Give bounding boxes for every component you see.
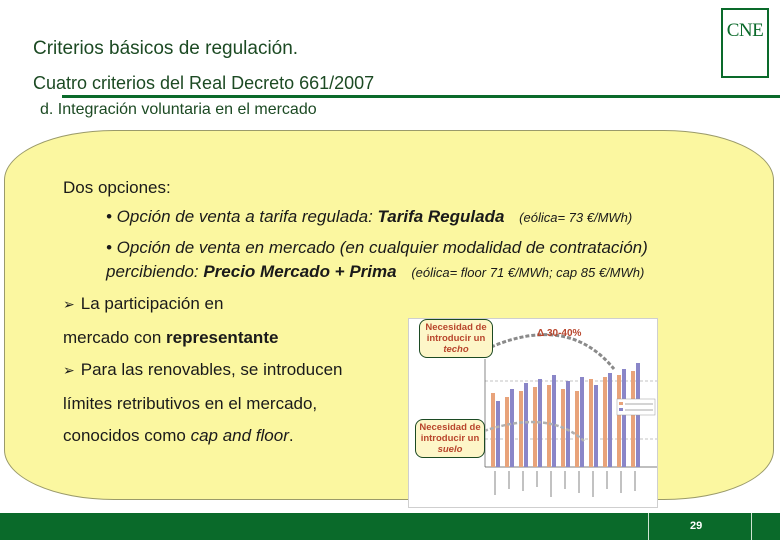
point-1-bold: representante xyxy=(166,328,279,347)
point-2-suffix: . xyxy=(288,426,294,445)
option-2-note: (eólica= floor 71 €/MWh; cap 85 €/MWh) xyxy=(411,265,645,280)
option-1-prefix: • Opción de venta a tarifa regulada: xyxy=(106,207,378,226)
option-1-note: (eólica= 73 €/MWh) xyxy=(519,210,633,225)
point-1-line-2 xyxy=(63,328,278,348)
callout-ceiling xyxy=(419,319,493,358)
arrow-bullet-icon: ➢ xyxy=(63,297,75,313)
point-1-line-1 xyxy=(63,294,223,314)
point-2-line-3 xyxy=(63,426,294,446)
intro-colon: : xyxy=(166,178,171,197)
option-2-prefix: percibiendo: xyxy=(106,262,204,281)
point-2-italic: cap and floor xyxy=(190,426,289,445)
callout-ceiling-line-2: introducir un xyxy=(426,333,486,344)
point-2-prefix: conocidos como xyxy=(63,426,191,445)
page-number: 29 xyxy=(690,520,703,532)
point-2-text: Para las renovables, se introducen xyxy=(80,360,343,379)
option-1 xyxy=(106,207,632,227)
cne-logo xyxy=(721,8,769,78)
callout-floor xyxy=(415,419,485,458)
callout-ceiling-line-3: techo xyxy=(443,344,469,355)
callout-floor-line-1: Necesidad de xyxy=(419,422,481,433)
point-1-text: La participación en xyxy=(80,294,224,313)
delta-label: Δ 30-40% xyxy=(537,328,582,339)
intro-line xyxy=(63,178,171,198)
option-1-bold: Tarifa Regulada xyxy=(377,207,505,226)
intro-label: Dos opciones xyxy=(63,178,167,197)
option-2-line-1: • Opción de venta en mercado (en cualquier modalidad de contratación) xyxy=(106,238,648,257)
option-2-line-2 xyxy=(106,262,644,282)
point-2-line-1 xyxy=(63,360,343,380)
price-evolution-figure xyxy=(408,318,658,508)
option-2-bold: Precio Mercado + Prima xyxy=(203,262,397,281)
callout-floor-line-3: suelo xyxy=(437,444,463,455)
arrow-bullet-icon: ➢ xyxy=(63,363,75,379)
point-2-line-2: límites retributivos en el mercado, xyxy=(63,394,318,413)
point-1-prefix: mercado con xyxy=(63,328,166,347)
page-title: Criterios básicos de regulación. xyxy=(33,38,299,59)
logo-text: CNE xyxy=(726,20,764,41)
section-title: d. Integración voluntaria en el mercado xyxy=(40,101,317,118)
footer-bar xyxy=(0,513,780,540)
callout-floor-line-2: introducir un xyxy=(420,433,480,444)
page-subtitle: Cuatro criterios del Real Decreto 661/2007 xyxy=(33,73,375,93)
header-rule xyxy=(62,95,780,98)
callout-ceiling-line-1: Necesidad de xyxy=(425,322,487,333)
